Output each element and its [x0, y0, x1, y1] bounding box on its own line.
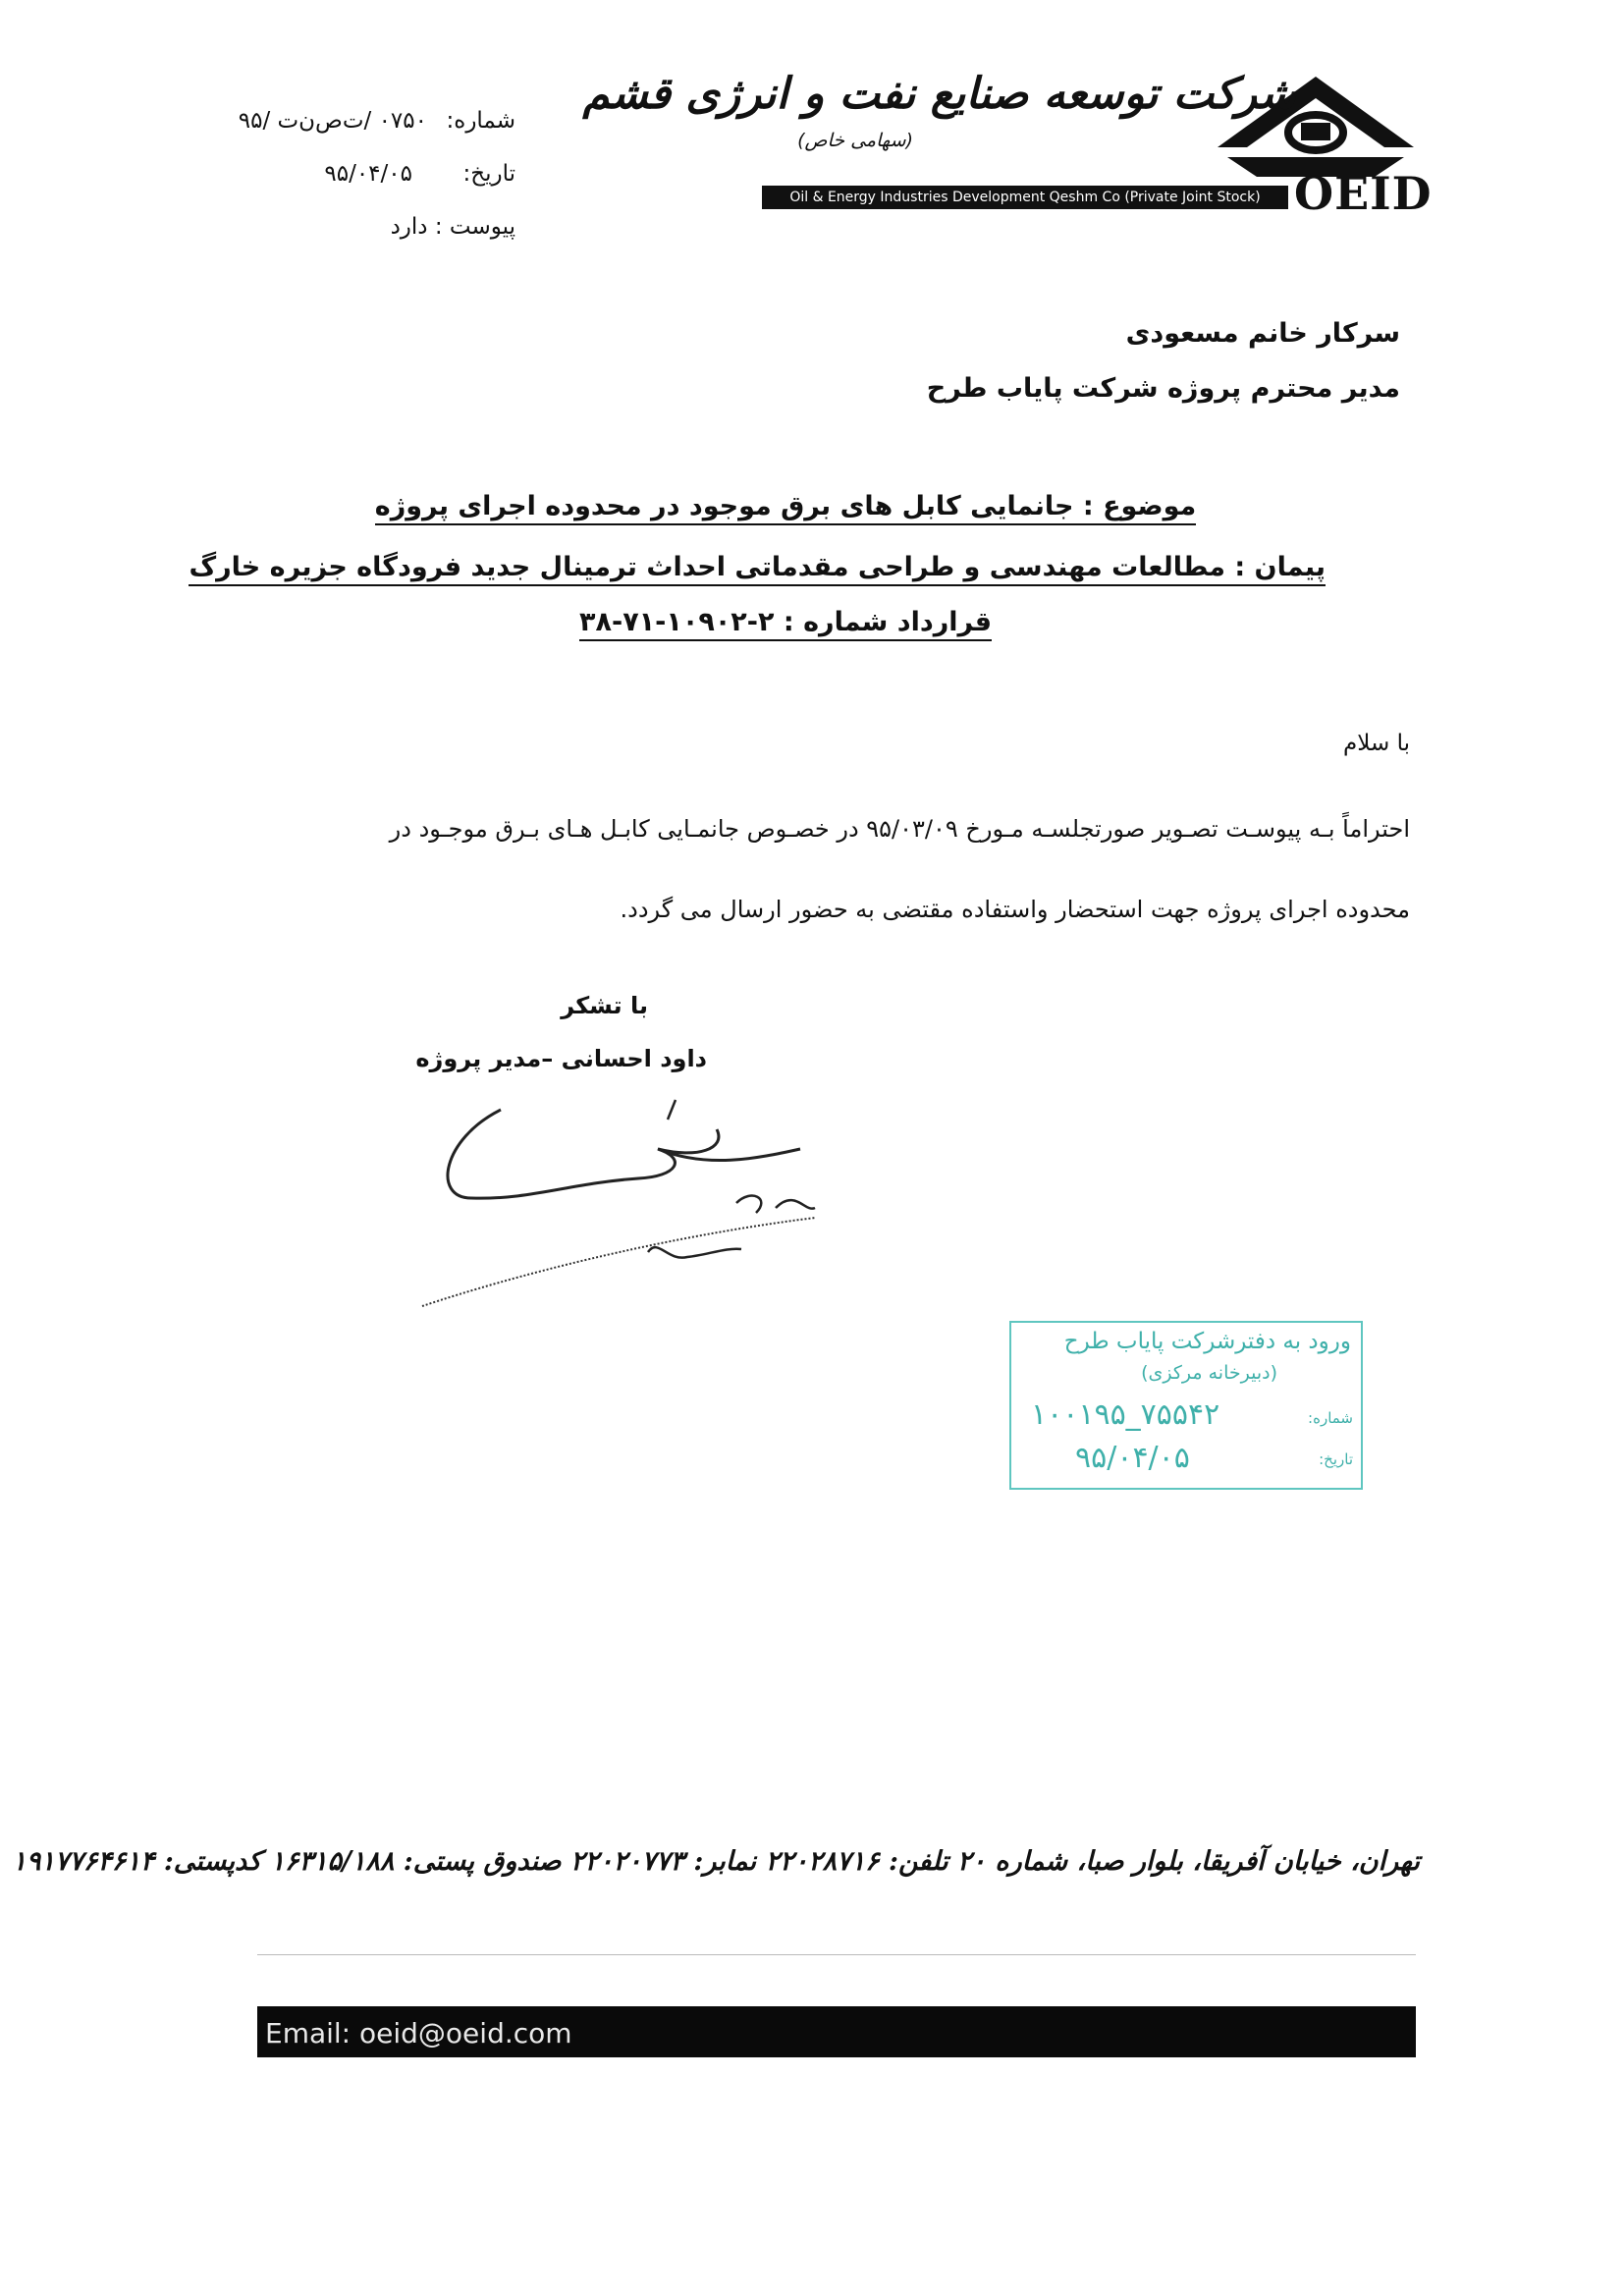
- recipient-name: سرکار خانم مسعودی: [1125, 318, 1400, 349]
- receipt-stamp: [1009, 1321, 1363, 1490]
- company-status: (سهامی خاص): [797, 130, 913, 151]
- company-name-en: Oil & Energy Industries Development Qeshm Co (Private Joint Stock): [762, 186, 1288, 209]
- closing: با تشکر: [561, 992, 648, 1019]
- date-label: تاریخ:: [462, 161, 515, 187]
- body-line-2: محدوده اجرای پروژه جهت استحضار واستفاده مقتضی به حضور ارسال می گردد.: [620, 896, 1410, 923]
- subject-text: موضوع : جانمایی کابل های برق موجود در محدوده اجرای پروژه: [375, 491, 1196, 525]
- number-value: ۰۷۵۰ /ت‌ص‌ن‌ت /۹۵: [238, 108, 427, 134]
- footer-email: Email: oeid@oeid.com: [265, 2017, 572, 2050]
- recipient-title: مدیر محترم پروژه شرکت پایاب طرح: [926, 373, 1400, 404]
- contract-number-text: قرارداد شماره : ۲-۱۰۹۰۲-۷۱-۳۸: [579, 607, 992, 641]
- stamp-subtitle: (دبیرخانه مرکزی): [1141, 1362, 1277, 1384]
- stamp-date-value: ۹۵/۰۴/۰۵: [1075, 1441, 1190, 1475]
- body-line-1: احتراماً بـه پیوسـت تصـویر صورتجلسـه مـورخ ۹۵/۰۳/۰۹ در خصـوص جانمـایی کابـل هـای بـرق موجـود در: [389, 815, 1410, 843]
- footer-address: تهران، خیابان آفریقا، بلوار صبا، شماره ۲۰ تلفن: ۲۲۰۲۸۷۱۶ نمابر: ۲۲۰۲۰۷۷۳ صندوق پستی: ۱۶۳۱۵/۱۸۸ کدپستی: ۱۹۱۷۷۶۴۶۱۴: [12, 1846, 1420, 1877]
- footer-divider: [257, 1954, 1416, 1955]
- date-value: ۹۵/۰۴/۰۵: [324, 161, 412, 187]
- attachment-note: پیوست : دارد: [390, 214, 515, 240]
- stamp-date-label: تاریخ:: [1319, 1450, 1353, 1468]
- contract-title-text: پیمان : مطالعات مهندسی و طراحی مقدماتی احداث ترمینال جدید فرودگاه جزیره خارگ: [189, 552, 1326, 586]
- company-name-fa: شرکت توسعه صنایع نفت و انرژی قشم: [582, 69, 1296, 119]
- subject-line: [245, 491, 1326, 521]
- number-label: شماره:: [446, 108, 515, 134]
- greeting: با سلام: [1343, 731, 1410, 756]
- handwritten-signature: [412, 1090, 903, 1316]
- stamp-number-label: شماره:: [1308, 1409, 1353, 1427]
- logo-wordmark: OEID: [1294, 167, 1433, 220]
- stamp-number-value: ۱۰۰۱۹۵_۷۵۵۴۲: [1031, 1397, 1220, 1432]
- stamp-title: ورود به دفترشرکت پایاب طرح: [1063, 1329, 1351, 1354]
- contract-number-line: [245, 607, 1326, 637]
- signer-name: داود احسانی –مدیر پروژه: [415, 1045, 707, 1072]
- contract-title-line: [189, 552, 1326, 582]
